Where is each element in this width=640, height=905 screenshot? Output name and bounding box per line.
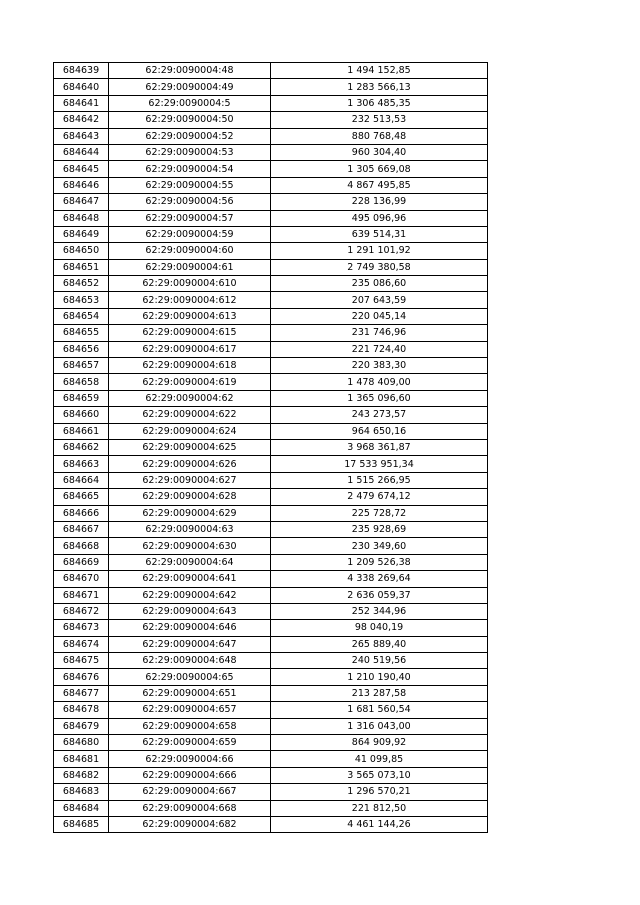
row-number-cell: 684661 [54, 423, 109, 439]
row-number-cell: 684680 [54, 735, 109, 751]
cadastral-number-cell: 62:29:0090004:624 [109, 423, 271, 439]
table-row [54, 144, 488, 160]
table-row [54, 784, 488, 800]
row-number-cell: 684640 [54, 79, 109, 95]
table-row [54, 325, 488, 341]
row-number-cell: 684660 [54, 407, 109, 423]
value-cell: 1 209 526,38 [271, 554, 488, 570]
cadastral-number-cell: 62:29:0090004:657 [109, 702, 271, 718]
value-cell: 225 728,72 [271, 505, 488, 521]
row-number-cell: 684652 [54, 276, 109, 292]
table-row [54, 407, 488, 423]
row-number-cell: 684668 [54, 538, 109, 554]
cadastral-number-cell: 62:29:0090004:64 [109, 554, 271, 570]
value-cell: 3 968 361,87 [271, 439, 488, 455]
value-cell: 228 136,99 [271, 194, 488, 210]
cadastral-number-cell: 62:29:0090004:60 [109, 243, 271, 259]
table-row [54, 194, 488, 210]
cadastral-number-cell: 62:29:0090004:63 [109, 521, 271, 537]
table-row [54, 718, 488, 734]
value-cell: 1 681 560,54 [271, 702, 488, 718]
cadastral-number-cell: 62:29:0090004:54 [109, 161, 271, 177]
value-cell: 220 383,30 [271, 358, 488, 374]
row-number-cell: 684684 [54, 800, 109, 816]
cadastral-number-cell: 62:29:0090004:646 [109, 620, 271, 636]
row-number-cell: 684647 [54, 194, 109, 210]
row-number-cell: 684678 [54, 702, 109, 718]
cadastral-number-cell: 62:29:0090004:615 [109, 325, 271, 341]
table-row [54, 456, 488, 472]
table-body [54, 63, 488, 833]
value-cell: 232 513,53 [271, 112, 488, 128]
row-number-cell: 684650 [54, 243, 109, 259]
table-row [54, 489, 488, 505]
cadastral-number-cell: 62:29:0090004:610 [109, 276, 271, 292]
cadastral-number-cell: 62:29:0090004:62 [109, 390, 271, 406]
cadastral-number-cell: 62:29:0090004:48 [109, 63, 271, 79]
table-row [54, 276, 488, 292]
table-row [54, 374, 488, 390]
cadastral-number-cell: 62:29:0090004:630 [109, 538, 271, 554]
cadastral-number-cell: 62:29:0090004:55 [109, 177, 271, 193]
table-row [54, 79, 488, 95]
row-number-cell: 684651 [54, 259, 109, 275]
row-number-cell: 684643 [54, 128, 109, 144]
row-number-cell: 684642 [54, 112, 109, 128]
row-number-cell: 684658 [54, 374, 109, 390]
table-row [54, 341, 488, 357]
row-number-cell: 684669 [54, 554, 109, 570]
value-cell: 639 514,31 [271, 226, 488, 242]
value-cell: 1 316 043,00 [271, 718, 488, 734]
cadastral-number-cell: 62:29:0090004:66 [109, 751, 271, 767]
row-number-cell: 684670 [54, 571, 109, 587]
table-row [54, 603, 488, 619]
row-number-cell: 684681 [54, 751, 109, 767]
cadastral-number-cell: 62:29:0090004:618 [109, 358, 271, 374]
row-number-cell: 684667 [54, 521, 109, 537]
value-cell: 265 889,40 [271, 636, 488, 652]
table-row [54, 63, 488, 79]
table-row [54, 358, 488, 374]
table-row [54, 636, 488, 652]
row-number-cell: 684666 [54, 505, 109, 521]
table-row [54, 243, 488, 259]
value-cell: 240 519,56 [271, 653, 488, 669]
value-cell: 864 909,92 [271, 735, 488, 751]
row-number-cell: 684644 [54, 144, 109, 160]
value-cell: 235 928,69 [271, 521, 488, 537]
row-number-cell: 684646 [54, 177, 109, 193]
table-row [54, 571, 488, 587]
row-number-cell: 684683 [54, 784, 109, 800]
value-cell: 4 867 495,85 [271, 177, 488, 193]
cadastral-number-cell: 62:29:0090004:49 [109, 79, 271, 95]
row-number-cell: 684645 [54, 161, 109, 177]
row-number-cell: 684639 [54, 63, 109, 79]
row-number-cell: 684662 [54, 439, 109, 455]
value-cell: 3 565 073,10 [271, 767, 488, 783]
table-row [54, 308, 488, 324]
table-row [54, 735, 488, 751]
cadastral-number-cell: 62:29:0090004:5 [109, 95, 271, 111]
table-row [54, 702, 488, 718]
value-cell: 231 746,96 [271, 325, 488, 341]
table-row [54, 669, 488, 685]
value-cell: 230 349,60 [271, 538, 488, 554]
cadastral-number-cell: 62:29:0090004:642 [109, 587, 271, 603]
table-row [54, 292, 488, 308]
table-row [54, 177, 488, 193]
table-row [54, 685, 488, 701]
cadastral-number-cell: 62:29:0090004:622 [109, 407, 271, 423]
table-row [54, 538, 488, 554]
cadastral-number-cell: 62:29:0090004:50 [109, 112, 271, 128]
cadastral-number-cell: 62:29:0090004:52 [109, 128, 271, 144]
value-cell: 2 749 380,58 [271, 259, 488, 275]
table-row [54, 505, 488, 521]
cadastral-number-cell: 62:29:0090004:643 [109, 603, 271, 619]
table-row [54, 390, 488, 406]
value-cell: 213 287,58 [271, 685, 488, 701]
value-cell: 221 724,40 [271, 341, 488, 357]
value-cell: 1 210 190,40 [271, 669, 488, 685]
cadastral-number-cell: 62:29:0090004:668 [109, 800, 271, 816]
value-cell: 235 086,60 [271, 276, 488, 292]
table-row [54, 620, 488, 636]
table-row [54, 128, 488, 144]
cadastral-number-cell: 62:29:0090004:613 [109, 308, 271, 324]
cadastral-number-cell: 62:29:0090004:667 [109, 784, 271, 800]
value-cell: 98 040,19 [271, 620, 488, 636]
cadastral-number-cell: 62:29:0090004:612 [109, 292, 271, 308]
table-row [54, 226, 488, 242]
row-number-cell: 684677 [54, 685, 109, 701]
table-row [54, 751, 488, 767]
value-cell: 243 273,57 [271, 407, 488, 423]
row-number-cell: 684676 [54, 669, 109, 685]
value-cell: 1 283 566,13 [271, 79, 488, 95]
cadastral-number-cell: 62:29:0090004:61 [109, 259, 271, 275]
cadastral-number-cell: 62:29:0090004:56 [109, 194, 271, 210]
cadastral-number-cell: 62:29:0090004:658 [109, 718, 271, 734]
cadastral-number-cell: 62:29:0090004:682 [109, 816, 271, 832]
cadastral-number-cell: 62:29:0090004:59 [109, 226, 271, 242]
value-cell: 1 306 485,35 [271, 95, 488, 111]
cadastral-number-cell: 62:29:0090004:629 [109, 505, 271, 521]
row-number-cell: 684685 [54, 816, 109, 832]
value-cell: 221 812,50 [271, 800, 488, 816]
cadastral-number-cell: 62:29:0090004:53 [109, 144, 271, 160]
table-row [54, 423, 488, 439]
value-cell: 17 533 951,34 [271, 456, 488, 472]
cadastral-number-cell: 62:29:0090004:651 [109, 685, 271, 701]
value-cell: 1 305 669,08 [271, 161, 488, 177]
row-number-cell: 684675 [54, 653, 109, 669]
cadastral-number-cell: 62:29:0090004:625 [109, 439, 271, 455]
value-cell: 1 478 409,00 [271, 374, 488, 390]
table-row [54, 161, 488, 177]
table-row [54, 95, 488, 111]
cadastral-number-cell: 62:29:0090004:626 [109, 456, 271, 472]
row-number-cell: 684673 [54, 620, 109, 636]
row-number-cell: 684682 [54, 767, 109, 783]
cadastral-number-cell: 62:29:0090004:627 [109, 472, 271, 488]
table-row [54, 472, 488, 488]
row-number-cell: 684641 [54, 95, 109, 111]
table-row [54, 816, 488, 832]
value-cell: 207 643,59 [271, 292, 488, 308]
value-cell: 1 494 152,85 [271, 63, 488, 79]
value-cell: 2 479 674,12 [271, 489, 488, 505]
cadastral-number-cell: 62:29:0090004:65 [109, 669, 271, 685]
cadastral-number-cell: 62:29:0090004:619 [109, 374, 271, 390]
row-number-cell: 684659 [54, 390, 109, 406]
cadastral-number-cell: 62:29:0090004:647 [109, 636, 271, 652]
row-number-cell: 684672 [54, 603, 109, 619]
row-number-cell: 684671 [54, 587, 109, 603]
value-cell: 1 515 266,95 [271, 472, 488, 488]
row-number-cell: 684674 [54, 636, 109, 652]
value-cell: 880 768,48 [271, 128, 488, 144]
value-cell: 220 045,14 [271, 308, 488, 324]
cadastral-value-table [53, 62, 488, 833]
table-row [54, 800, 488, 816]
row-number-cell: 684649 [54, 226, 109, 242]
row-number-cell: 684657 [54, 358, 109, 374]
row-number-cell: 684665 [54, 489, 109, 505]
cadastral-number-cell: 62:29:0090004:659 [109, 735, 271, 751]
cadastral-number-cell: 62:29:0090004:617 [109, 341, 271, 357]
row-number-cell: 684648 [54, 210, 109, 226]
row-number-cell: 684663 [54, 456, 109, 472]
table-row [54, 554, 488, 570]
value-cell: 960 304,40 [271, 144, 488, 160]
row-number-cell: 684679 [54, 718, 109, 734]
table-row [54, 210, 488, 226]
value-cell: 495 096,96 [271, 210, 488, 226]
value-cell: 1 296 570,21 [271, 784, 488, 800]
cadastral-number-cell: 62:29:0090004:641 [109, 571, 271, 587]
value-cell: 1 365 096,60 [271, 390, 488, 406]
row-number-cell: 684653 [54, 292, 109, 308]
cadastral-number-cell: 62:29:0090004:57 [109, 210, 271, 226]
value-cell: 41 099,85 [271, 751, 488, 767]
table-row [54, 653, 488, 669]
row-number-cell: 684656 [54, 341, 109, 357]
value-cell: 4 461 144,26 [271, 816, 488, 832]
table-row [54, 439, 488, 455]
cadastral-number-cell: 62:29:0090004:666 [109, 767, 271, 783]
row-number-cell: 684664 [54, 472, 109, 488]
table-row [54, 521, 488, 537]
table-row [54, 259, 488, 275]
row-number-cell: 684655 [54, 325, 109, 341]
value-cell: 2 636 059,37 [271, 587, 488, 603]
table-row [54, 767, 488, 783]
table-row [54, 112, 488, 128]
table-row [54, 587, 488, 603]
value-cell: 4 338 269,64 [271, 571, 488, 587]
value-cell: 964 650,16 [271, 423, 488, 439]
row-number-cell: 684654 [54, 308, 109, 324]
cadastral-number-cell: 62:29:0090004:648 [109, 653, 271, 669]
value-cell: 1 291 101,92 [271, 243, 488, 259]
value-cell: 252 344,96 [271, 603, 488, 619]
cadastral-number-cell: 62:29:0090004:628 [109, 489, 271, 505]
